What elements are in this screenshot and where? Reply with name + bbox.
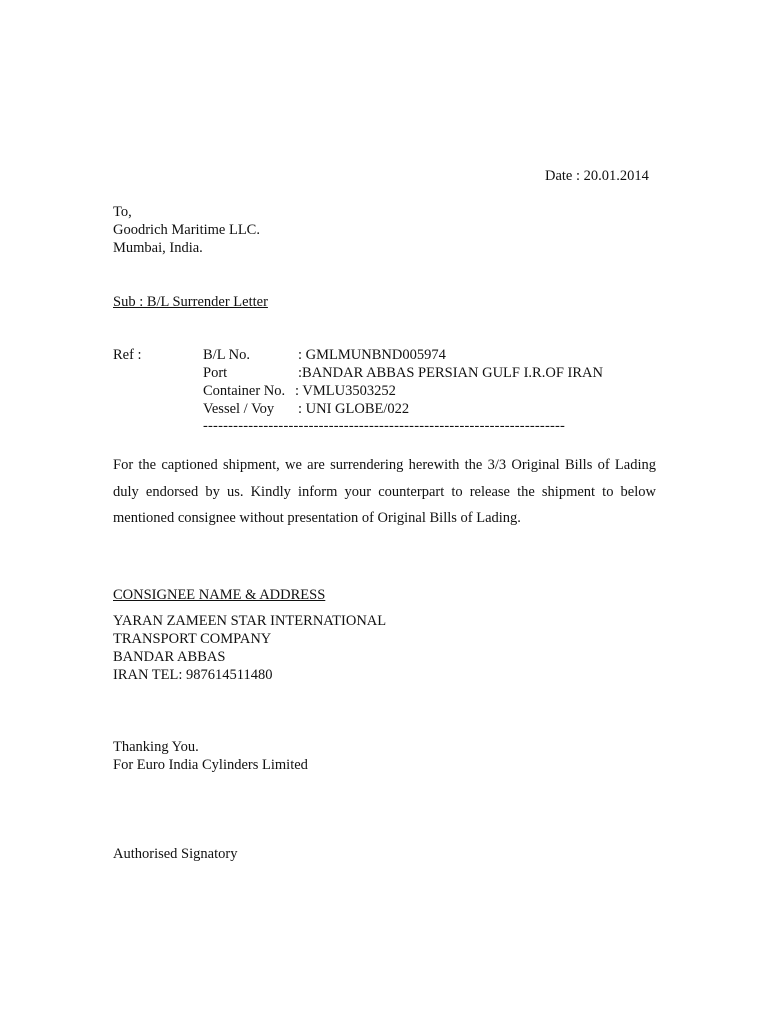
reference-key: Vessel / Voy (203, 401, 275, 417)
consignee-line: YARAN ZAMEEN STAR INTERNATIONAL (113, 613, 387, 629)
reference-divider: ------------------------------------------------------------------------ (203, 418, 566, 434)
closing-company: For Euro India Cylinders Limited (113, 757, 308, 773)
letter-body: For the captioned shipment, we are surrendering herewith the 3/3 Original Bills of Lading duly endorsed by us. Kindly inform your counterpart to release the shipment to below mentioned consignee without presentation of Original Bills of Lading. (113, 457, 656, 526)
reference-value: : UNI GLOBE/022 (298, 401, 410, 417)
address-city: Mumbai, India. (113, 240, 203, 256)
consignee-heading: CONSIGNEE NAME & ADDRESS (113, 587, 326, 603)
reference-label: Ref : (113, 347, 142, 363)
consignee-line: IRAN TEL: 987614511480 (113, 667, 273, 683)
reference-key: Port (203, 365, 228, 381)
closing-thanks: Thanking You. (113, 739, 199, 755)
consignee-line: BANDAR ABBAS (113, 649, 226, 665)
letter-date: Date : 20.01.2014 (545, 168, 649, 184)
reference-key: B/L No. (203, 347, 250, 363)
reference-value: : GMLMUNBND005974 (298, 347, 446, 363)
recipient-address (113, 203, 260, 257)
consignee-line: TRANSPORT COMPANY (113, 631, 272, 647)
reference-value: :BANDAR ABBAS PERSIAN GULF I.R.OF IRAN (298, 365, 603, 381)
letter-subject: Sub : B/L Surrender Letter (113, 294, 268, 310)
consignee-address (113, 612, 386, 684)
closing (113, 738, 308, 774)
address-company: Goodrich Maritime LLC. (113, 222, 260, 238)
address-salutation: To, (113, 204, 132, 220)
reference-key: Container No. (203, 383, 286, 399)
reference-value: : VMLU3503252 (295, 383, 396, 399)
authorised-signatory: Authorised Signatory (113, 846, 238, 862)
